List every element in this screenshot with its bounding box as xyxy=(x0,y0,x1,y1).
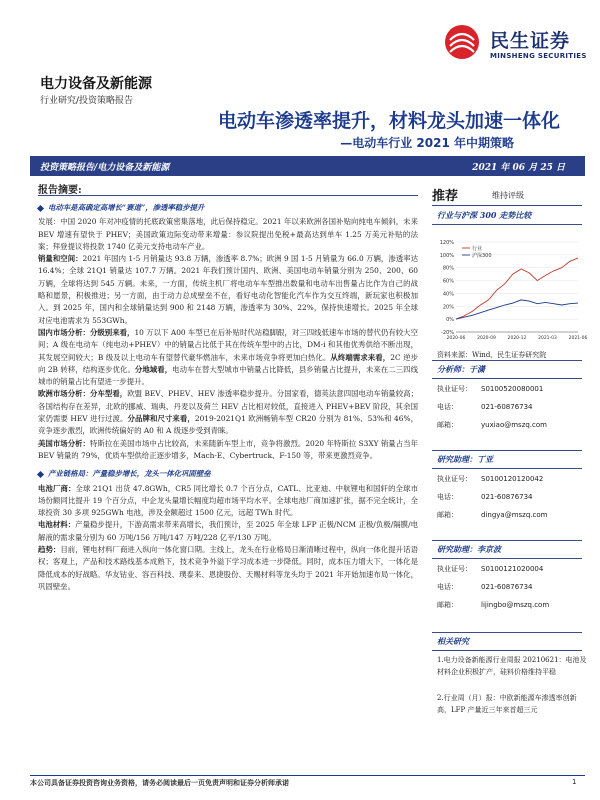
paragraph: 美国市场分析：特斯拉在美国市场中占比较高，未来随新车型上市，竞争将激烈。2020 年特斯拉 S3XY 销量占当年 BEV 销量的 79%，优质车型供给正逐步增多，Mach-E、Cybertruck、F-150 等，带来更激烈竞争。 xyxy=(38,438,418,460)
field-value: S0100520080001 xyxy=(481,385,544,393)
field-value[interactable]: lijingbo@mszq.com xyxy=(481,601,550,609)
summary-heading: 报告摘要: xyxy=(38,185,82,196)
y-tick-label: 40% xyxy=(442,291,454,298)
sector-title: 电力设备及新能源 xyxy=(40,76,152,92)
x-tick-label: 2021-06 xyxy=(568,336,588,341)
field-label: 执业证号： xyxy=(437,565,472,573)
paragraph: 发展：中国 2020 年对冲疫情的托底政策密集落地，此后保持稳定。2021 年以来欧洲各国补贴向纯电车倾斜，未来 BEV 增速有望快于 PHEV；美国政策边际变动带来增量：参议院提出免税+最高达到单车 1.25 万美元补贴的法案；拜登提议将投款 1740 亿美元支持电动车产业。 xyxy=(38,217,418,251)
chart-title: 行业与沪深 300 走势比较 xyxy=(437,210,532,220)
diamond-bullet-icon xyxy=(37,205,44,212)
trend-chart xyxy=(432,236,588,346)
analyst-heading: 分析师：于潇 xyxy=(437,364,485,374)
license-row xyxy=(437,564,543,574)
report-date: 2021 年 06 月 25 日 xyxy=(472,163,565,173)
phone-row xyxy=(437,492,533,502)
paragraph: 趋势：目前，锂电材料厂商进入纵向一体化窗口期。主线上，龙头在行业格局日渐清晰过程中，纵向一体化提升话语权；客观上，产品和技术路线基本成熟下，技术竞争外溢下学习成本进一步降低。同时，成本压力增大下，一体化是降低成本的好战略。华友钴业、容百科技、璞泰来、恩捷股份、天赐材料等龙头均于 2021 年开始加速布局一体化，巩固壁垒。 xyxy=(38,545,418,591)
y-tick-label: 120% xyxy=(439,240,454,246)
x-tick-label: 2020-09 xyxy=(477,336,496,341)
footer-disclaimer: 本公司具备证券投资咨询业务资格，请务必阅读最后一页免责声明和证券分析师承诺 xyxy=(30,779,289,787)
divider xyxy=(432,378,582,379)
analyst-heading: 研究助理：丁亚 xyxy=(437,454,493,464)
y-tick-label: 100% xyxy=(439,252,454,259)
email-row xyxy=(437,510,547,520)
y-tick-label: 0% xyxy=(446,317,454,324)
divider xyxy=(432,540,582,541)
field-value: 021-60876734 xyxy=(481,493,533,501)
license-row xyxy=(437,384,543,394)
y-tick-label: 20% xyxy=(442,304,454,311)
field-label: 邮箱： xyxy=(437,511,458,519)
section-heading: 电动车是高确定高增长“赛道”，渗透率稳步提升 xyxy=(38,202,418,214)
legend-label: 行业 xyxy=(472,246,483,252)
rating-sub: 维持评级 xyxy=(492,191,524,200)
field-label: 邮箱： xyxy=(437,601,458,609)
divider xyxy=(432,224,582,225)
related-item[interactable]: 2.行业周（月）报：中欧新能源车渗透率创新高，LFP 产量近三年来首超三元 xyxy=(437,694,577,714)
field-label: 邮箱： xyxy=(437,421,458,429)
field-value[interactable]: dingya@mszq.com xyxy=(481,511,548,519)
page-number: 1 xyxy=(572,778,577,786)
y-tick-label: 60% xyxy=(442,278,454,285)
phone-row xyxy=(437,402,533,412)
paragraph: 国内市场分析：分级别来看，10 万以下 A00 车型已在后补贴时代站稳脚跟，对三四线低速车市场的替代仍有较大空间；A 级在电动车（纯电动+PHEV）中的销量占比低于其在传统车型中的占比，DM-i 和其他优秀供给不断出现，其发展空间较大；B 级及以上电动车有望替代豪华燃油车，未来市场竞争将更加白热化。从终端需求来看，2C 逆步向 2B 转移，结构逐步优化。分地域看，电动车在替大型城市中销量占比降低，县乡销量占比提升，未来在二三四线城市的销量占比有望进一步提升。 xyxy=(38,327,418,387)
report-type: 行业研究/投资策略报告 xyxy=(40,96,134,106)
analyst-heading: 研究助理：李京波 xyxy=(437,544,501,554)
field-label: 电话： xyxy=(437,493,458,501)
field-label: 电话： xyxy=(437,403,458,411)
field-value: 021-60876734 xyxy=(481,403,533,411)
chart-source: 资料来源：Wind，民生证券研究院 xyxy=(437,351,547,359)
series-line-industry xyxy=(456,258,578,319)
divider xyxy=(432,450,582,451)
page-subtitle: —电动车行业 2021 年中期策略 xyxy=(340,136,514,150)
summary-body xyxy=(38,200,418,593)
brand-name: 民生证券 xyxy=(490,30,571,52)
y-tick-label: -20% xyxy=(441,330,454,336)
divider xyxy=(432,632,582,633)
x-tick-label: 2021-03 xyxy=(538,336,557,341)
legend-label: 沪深300 xyxy=(472,253,492,259)
paragraph: 销量和空间：2021 年国内 1-5 月销量达 93.8 万辆，渗透率 8.7%；欧洲 9 国 1-5 月销量为 66.0 万辆，渗透率达 16.4%；全球 21Q1 销量达 107.7 万辆。2021 年我们预计国内、欧洲、美国电动车销量分别为 250、200、60 万辆，全球将达到 545 万辆。未来，一方面，传统主机厂将电动车车型推出数量和电动车出售量占比作为自己的战略和愿景，积极推进；另一方面，由于动力总成壁垒不在，看好电动化智能化汽车作为交互终端，新玩家也积极加入。到 2025 年，国内和全球销量达到 900 和 2148 万辆，渗透率为 30%、22%，保持快速增长。2025 年全球对应电池需求为 553GWh。 xyxy=(38,254,418,325)
email-row xyxy=(437,600,549,610)
field-label: 电话： xyxy=(437,583,458,591)
field-value: S0100120120042 xyxy=(481,475,544,483)
divider xyxy=(432,468,582,469)
x-tick-label: 2020-06 xyxy=(446,336,466,341)
diamond-bullet-icon xyxy=(37,471,44,478)
field-value[interactable]: yuxiao@mszq.com xyxy=(481,421,547,429)
x-tick-label: 2020-12 xyxy=(507,336,527,341)
rating-label: 推荐 xyxy=(432,189,459,204)
divider xyxy=(432,650,582,651)
footer-divider xyxy=(30,775,585,776)
y-tick-label: 80% xyxy=(442,265,454,272)
report-info-bar xyxy=(30,156,585,176)
page-title: 电动车渗透率提升，材料龙头加速一体化 xyxy=(217,110,560,132)
brand-name-en: MINSHENG SECURITIES xyxy=(490,52,587,60)
paragraph: 电池材料：产量稳步提升，下游高需求带来高增长，我们预计，至 2025 年全球 LFP 正极/NCM 正极/负极/隔膜/电解液的需求量分别为 60 万吨/156 万吨/147 万吨/228 亿平/130 万吨。 xyxy=(38,520,418,542)
section-heading: 产业链格局：产量稳步增长，龙头一体化巩固壁垒 xyxy=(38,468,418,480)
field-value: S0100121020004 xyxy=(481,565,544,573)
field-value: 021-60876734 xyxy=(481,583,533,591)
report-category: 投资策略报告/电力设备及新能源 xyxy=(40,163,170,173)
divider xyxy=(432,558,582,559)
license-row xyxy=(437,474,543,484)
phone-row xyxy=(437,582,533,592)
divider xyxy=(38,195,418,196)
divider xyxy=(432,205,582,206)
email-row xyxy=(437,420,547,430)
field-label: 执业证号： xyxy=(437,385,472,393)
divider xyxy=(432,360,582,361)
paragraph: 电池厂商：全球 21Q1 出货 47.8GWh，CR5 同比增长 0.7 个百分点，CATL、比亚迪、中航锂电和国轩的全球市场份额同比提升 19 个百分点，中企龙头量增长幅度均超市场平均水平。全球电池厂商加速扩张，据不完全统计，全球投资 30 多项 925GWh 电池，涉及金额超过 1500 亿元，远超 TWh 时代。 xyxy=(38,483,418,518)
related-heading: 相关研究 xyxy=(437,636,469,646)
paragraph: 欧洲市场分析：分车型看，欧盟 BEV、PHEV、HEV 渗透率稳步提升。分国家看，德英法意四国电动车销量较高；各国结构存在差异，北欧的挪威、瑞典、丹麦以及荷兰 HEV 占比相对较低，直接进入 PHEV+BEV 阶段，其余国家仍需要 HEV 进行过渡。分品牌和尺寸来看，2019-2021Q1 欧洲畅销车型 CR20 分别为 81%、53%和 46%，竞争逐步激烈，欧洲传统偏好的 A0 和 A 级逐步受到青睐。 xyxy=(38,389,418,436)
field-label: 执业证号： xyxy=(437,475,472,483)
related-item[interactable]: 1.电力设备新能源行业周报 20210621：电池及材料企业积极扩产，硅料价格维持平稳 xyxy=(437,656,587,676)
